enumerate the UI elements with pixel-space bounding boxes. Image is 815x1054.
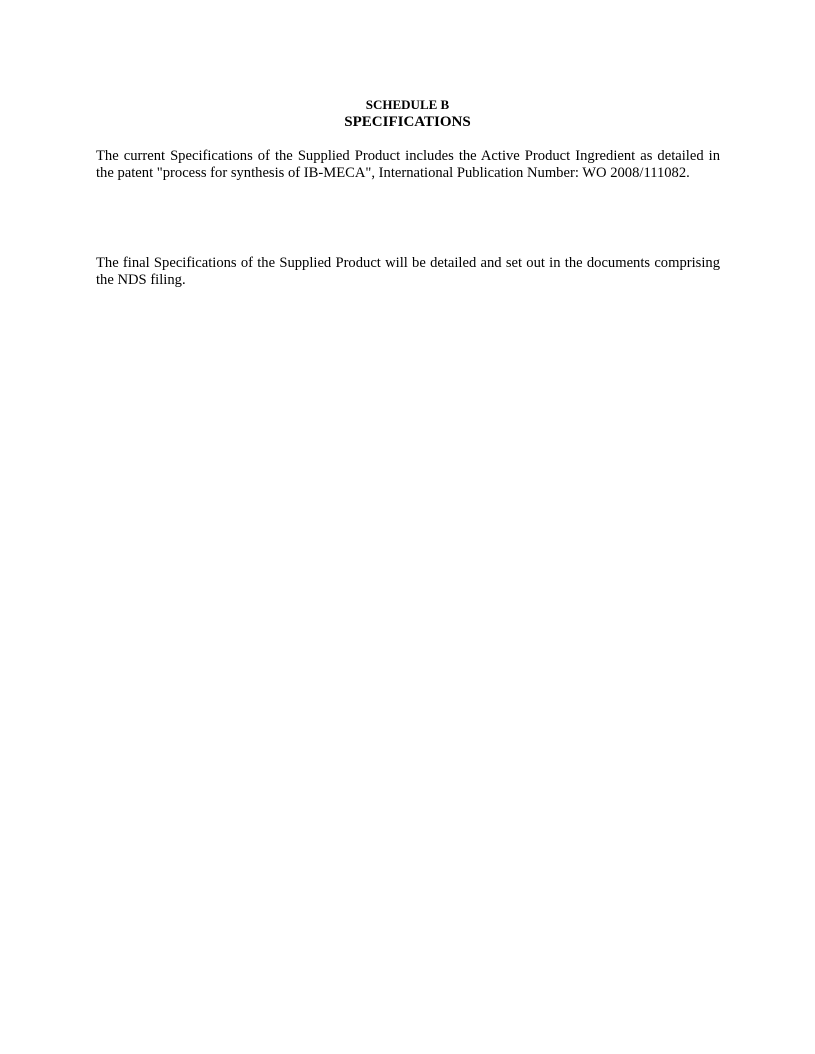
paragraph-current-specifications: The current Specifications of the Supplied Product includes the Active Product Ingredient as detailed in the patent "process for synthesis of IB-MECA", International Publication Number: WO 2008/111082. <box>96 148 720 181</box>
paragraph-final-specifications: The final Specifications of the Supplied Product will be detailed and set out in the documents comprising the NDS filing. <box>96 255 720 288</box>
schedule-heading: SCHEDULE B <box>365 97 450 112</box>
specifications-heading: SPECIFICATIONS <box>344 114 471 130</box>
